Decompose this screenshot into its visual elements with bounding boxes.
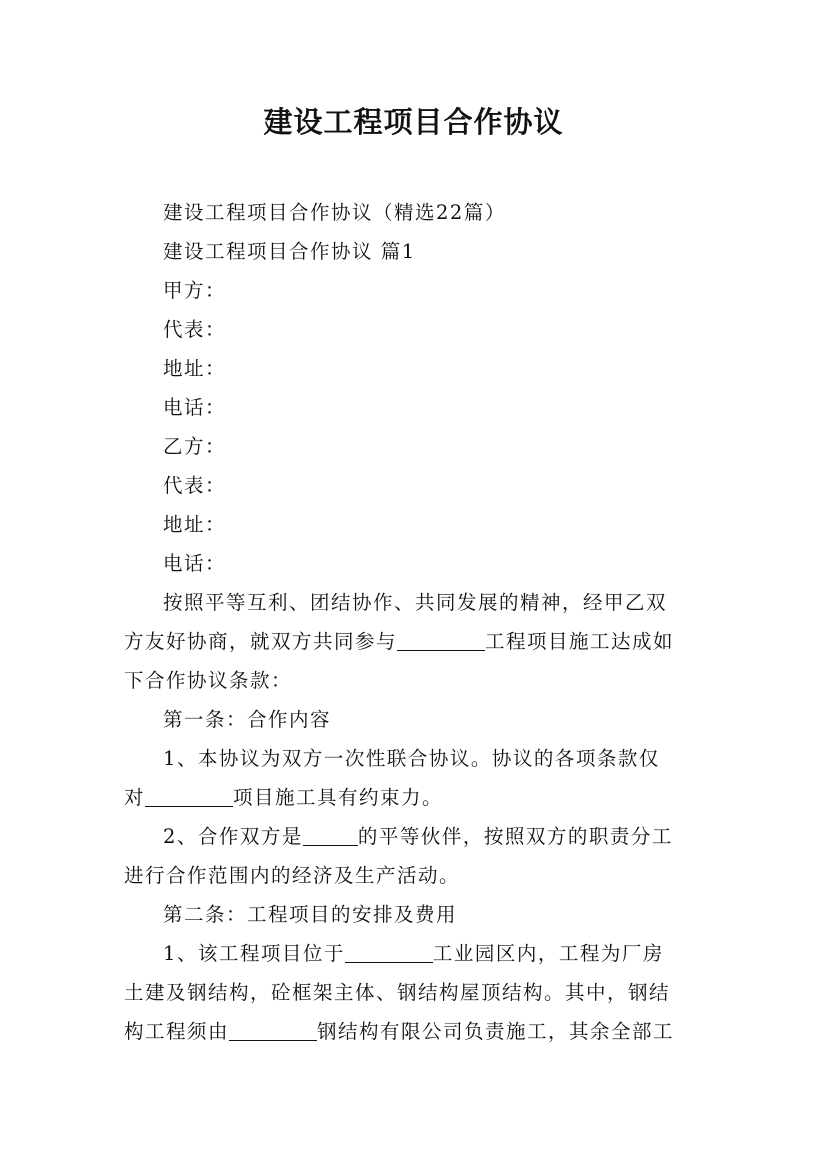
blank-steel-company (229, 1020, 317, 1041)
article-1-item-1-line-2 (124, 778, 704, 817)
party-b-address: 地址： (163, 513, 227, 536)
subtitle-paragraph: 建设工程项目合作协议（精选22篇） (163, 201, 506, 224)
document-title: 建设工程项目合作协议 (263, 105, 564, 139)
party-b-label: 乙方： (163, 435, 227, 458)
document-body (124, 193, 704, 1051)
article-2-item-1-line-3-before: 构工程须由 (124, 1020, 230, 1043)
party-a-label: 甲方： (163, 279, 227, 302)
article-2-item-1-line-3-after: 钢结构有限公司负责施工，其余全部工 (317, 1020, 675, 1043)
party-b-phone: 电话： (163, 552, 227, 575)
blank-project (145, 786, 233, 807)
blank-project-name (397, 630, 485, 651)
article-2-item-1-line-1-before: 1、该工程项目位于 (163, 942, 345, 965)
principle-line-1: 按照平等互利、团结协作、共同发展的精神，经甲乙双 (163, 591, 668, 614)
article-1-item-1-line-2-after: 项目施工具有约束力。 (233, 786, 444, 809)
article-1-item-1-line-2-before: 对 (124, 786, 146, 809)
section-heading: 建设工程项目合作协议 篇1 (163, 240, 416, 263)
party-a-address: 地址： (163, 357, 227, 380)
article-2-item-1-line-2: 土建及钢结构，砼框架主体、钢结构屋顶结构。其中，钢结 (124, 981, 671, 1004)
blank-location (345, 942, 433, 963)
party-a-representative: 代表： (163, 318, 227, 341)
principle-line-2 (124, 622, 704, 661)
article-1-item-2-line-1-after: 的平等伙伴，按照双方的职责分工 (357, 825, 673, 848)
principle-line-2-before: 方友好协商，就双方共同参与 (124, 630, 398, 653)
article-2-heading: 第二条：工程项目的安排及费用 (163, 903, 458, 926)
principle-line-3: 下合作协议条款： (124, 669, 293, 692)
party-b-representative: 代表： (163, 474, 227, 497)
article-1-item-1 (124, 739, 704, 817)
article-1-item-2 (124, 817, 704, 895)
principle-line-2-after: 工程项目施工达成如 (485, 630, 675, 653)
party-a-phone: 电话： (163, 396, 227, 419)
article-2-item-1-line-3 (124, 1012, 704, 1051)
article-1-item-2-line-1 (124, 817, 704, 856)
article-1-item-1-line-1: 1、本协议为双方一次性联合协议。协议的各项条款仅 (163, 747, 660, 770)
article-1-item-2-line-2: 进行合作范围内的经济及生产活动。 (124, 864, 461, 887)
article-1-item-2-line-1-before: 2、合作双方是 (163, 825, 303, 848)
article-1-heading: 第一条：合作内容 (163, 708, 332, 731)
blank-partner (303, 825, 358, 846)
article-2-item-1-line-1 (124, 934, 704, 973)
principle-paragraph (124, 583, 704, 700)
article-2-item-1 (124, 934, 704, 1051)
article-2-item-1-line-1-after: 工业园区内，工程为厂房 (432, 942, 664, 965)
